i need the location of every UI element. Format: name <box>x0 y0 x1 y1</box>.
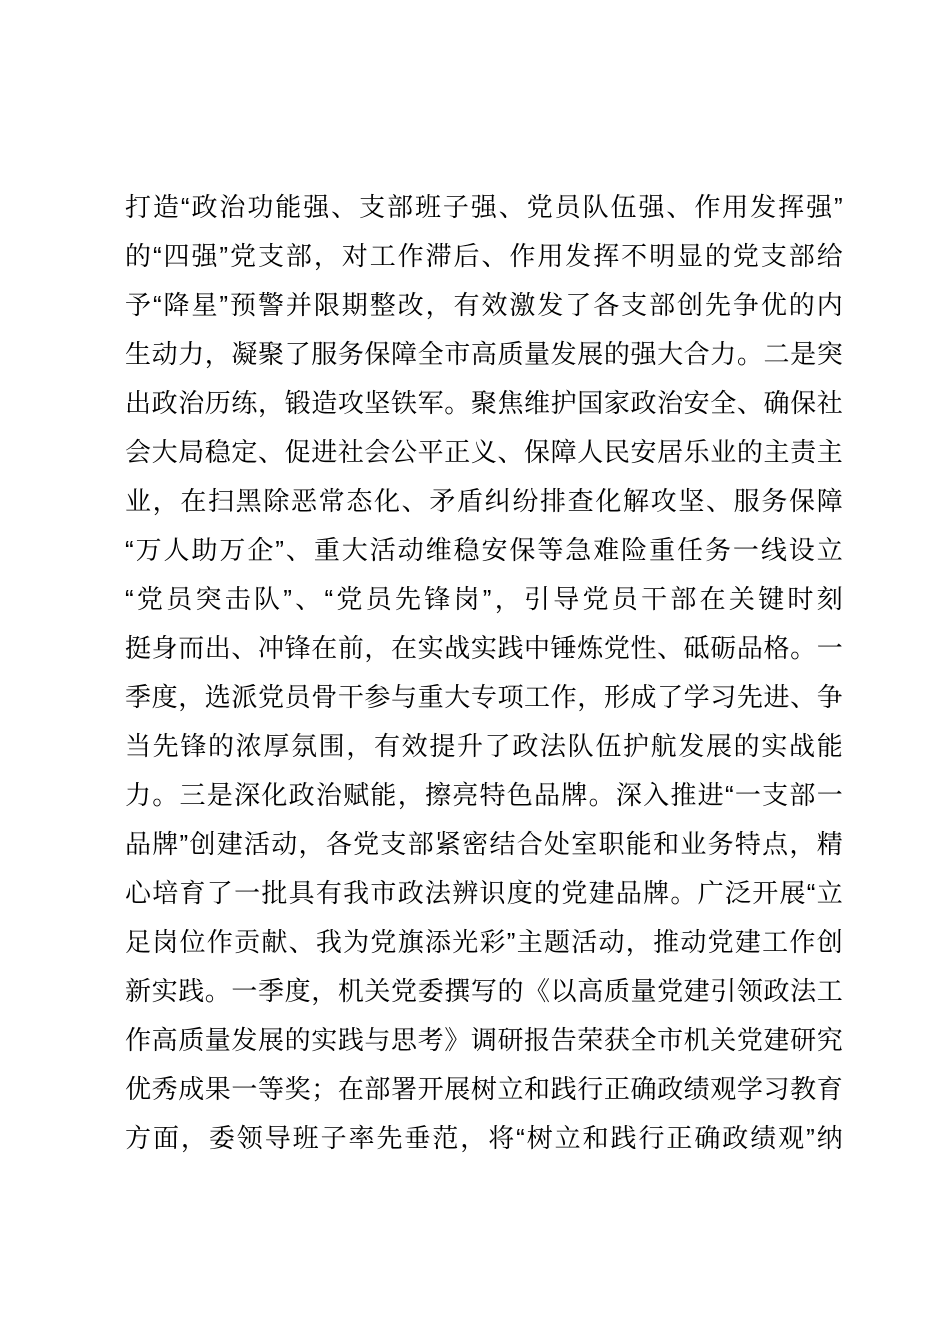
text-line: 会大局稳定、促进社会公平正义、保障人民安居乐业的主责主 <box>125 437 843 467</box>
text-line: 业，在扫黑除恶常态化、矛盾纠纷排查化解攻坚、服务保障 <box>125 486 843 516</box>
text-line: 打造“政治功能强、支部班子强、党员队伍强、作用发挥强” <box>125 192 843 222</box>
text-line: “党员突击队”、“党员先锋岗”，引导党员干部在关键时刻 <box>125 584 843 614</box>
text-line: 季度，选派党员骨干参与重大专项工作，形成了学习先进、争 <box>125 682 843 712</box>
text-line: 予“降星”预警并限期整改，有效激发了各支部创先争优的内 <box>125 290 843 320</box>
text-line: 方面，委领导班子率先垂范，将“树立和践行正确政绩观”纳 <box>125 1123 843 1153</box>
text-line: 力。三是深化政治赋能，擦亮特色品牌。深入推进“一支部一 <box>125 780 843 810</box>
text-line: 挺身而出、冲锋在前，在实战实践中锤炼党性、砥砺品格。一 <box>125 633 843 663</box>
text-line: 当先锋的浓厚氛围，有效提升了政法队伍护航发展的实战能 <box>125 731 843 761</box>
text-line: 优秀成果一等奖；在部署开展树立和践行正确政绩观学习教育 <box>125 1074 843 1104</box>
text-line: 新实践。一季度，机关党委撰写的《以高质量党建引领政法工 <box>125 976 843 1006</box>
text-line: 生动力，凝聚了服务保障全市高质量发展的强大合力。二是突 <box>125 339 843 369</box>
text-line: 心培育了一批具有我市政法辨识度的党建品牌。广泛开展“立 <box>125 878 843 908</box>
text-line: “万人助万企”、重大活动维稳安保等急难险重任务一线设立 <box>125 535 843 565</box>
text-line: 足岗位作贡献、我为党旗添光彩”主题活动，推动党建工作创 <box>125 927 843 957</box>
text-line: 品牌”创建活动，各党支部紧密结合处室职能和业务特点，精 <box>125 829 843 859</box>
text-line: 作高质量发展的实践与思考》调研报告荣获全市机关党建研究 <box>125 1025 843 1055</box>
document-body-text <box>125 183 843 1163</box>
text-line: 的“四强”党支部，对工作滞后、作用发挥不明显的党支部给 <box>125 241 843 271</box>
text-line: 出政治历练，锻造攻坚铁军。聚焦维护国家政治安全、确保社 <box>125 388 843 418</box>
